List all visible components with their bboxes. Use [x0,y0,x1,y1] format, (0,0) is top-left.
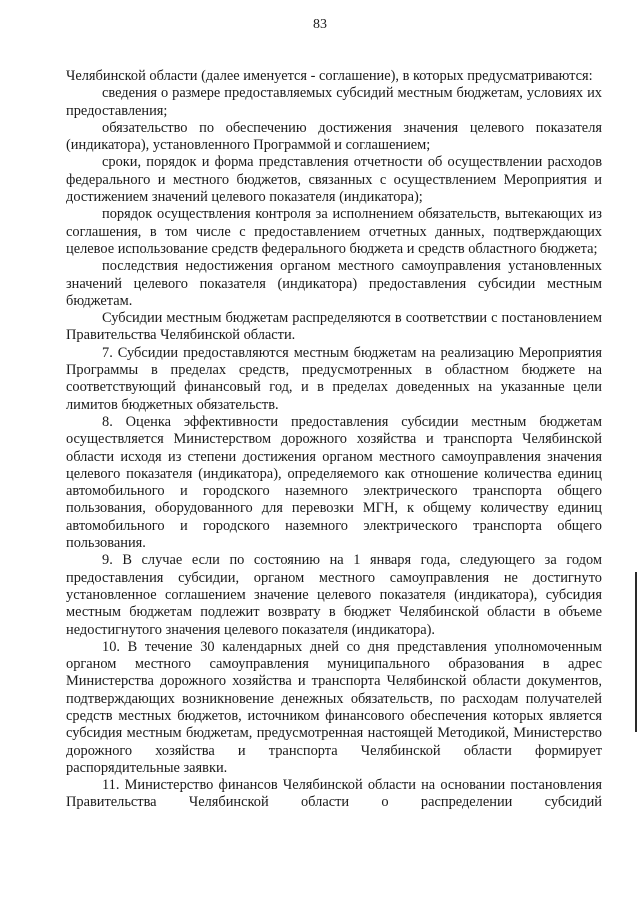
paragraph: 7. Субсидии предоставляются местным бюджетам на реализацию Мероприятия Программы в пределах средств, предусмотренных в областном бюджете на соответствующий финансовый год, и в пределах доведенных на указанные цели лимитов бюджетных обязательств. [66,344,602,413]
paragraph: сведения о размере предоставляемых субсидий местным бюджетам, условиях их предоставления; [66,85,602,119]
paragraph: сроки, порядок и форма представления отчетности об осуществлении расходов федерального и местного бюджетов, связанных с осуществлением Мероприятия и достижением значений целевого показателя (индикатора); [66,154,602,206]
paragraph: 9. В случае если по состоянию на 1 января года, следующего за годом предоставления субсидии, органом местного самоуправления не достигнуто установленное соглашением значение целевого показателя (индикатора), субсидия местным бюджетам подлежит возврату в бюджет Челябинской области в объеме недостигнутого значения целевого показателя (индикатора). [66,552,602,638]
document-body [66,68,602,812]
paragraph: 11. Министерство финансов Челябинской области на основании постановления Правительства Челябинской области о распределении субсидий [66,777,602,811]
paragraph: последствия недостижения органом местного самоуправления установленных значений целевого показателя (индикатора) предоставления субсидии местным бюджетам. [66,258,602,309]
paragraph: обязательство по обеспечению достижения значения целевого показателя (индикатора), установленного Программой и соглашением; [66,119,602,154]
scan-edge-mark [635,572,637,732]
paragraph: 8. Оценка эффективности предоставления субсидии местным бюджетам осуществляется Министерством дорожного хозяйства и транспорта Челябинской области исходя из степени достижения органом местного самоуправления значения целевого показателя (индикатора), определяемого как отношение количества единиц автомобильного и городского наземного электрического транспорта общего пользования, оборудованного для перевозки МГН, к общему количеству единиц автомобильного и городского наземного электрического транспорта общего пользования. [66,413,602,552]
paragraph: Субсидии местным бюджетам распределяются в соответствии с постановлением Правительства Челябинской области. [66,310,602,344]
paragraph: Челябинской области (далее именуется - соглашение), в которых предусматриваются: [66,68,593,84]
paragraph: 10. В течение 30 календарных дней со дня представления уполномоченным органом местного самоуправления муниципального образования в адрес Министерства дорожного хозяйства и транспорта Челябинской области документов, подтверждающих возникновение денежных обязательств, по расходам получателей средств местных бюджетов, источником финансового обеспечения которых является субсидия местным бюджетам, предусмотренная настоящей Методикой, Министерство дорожного хозяйства и транспорта Челябинской области формирует распорядительные заявки. [66,638,602,776]
page-number: 83 [313,17,327,32]
paragraph: порядок осуществления контроля за исполнением обязательств, вытекающих из соглашения, в том числе с предоставлением отчетных данных, подтверждающих целевое использование средств федерального бюджета и средств областного бюджета; [66,206,602,257]
